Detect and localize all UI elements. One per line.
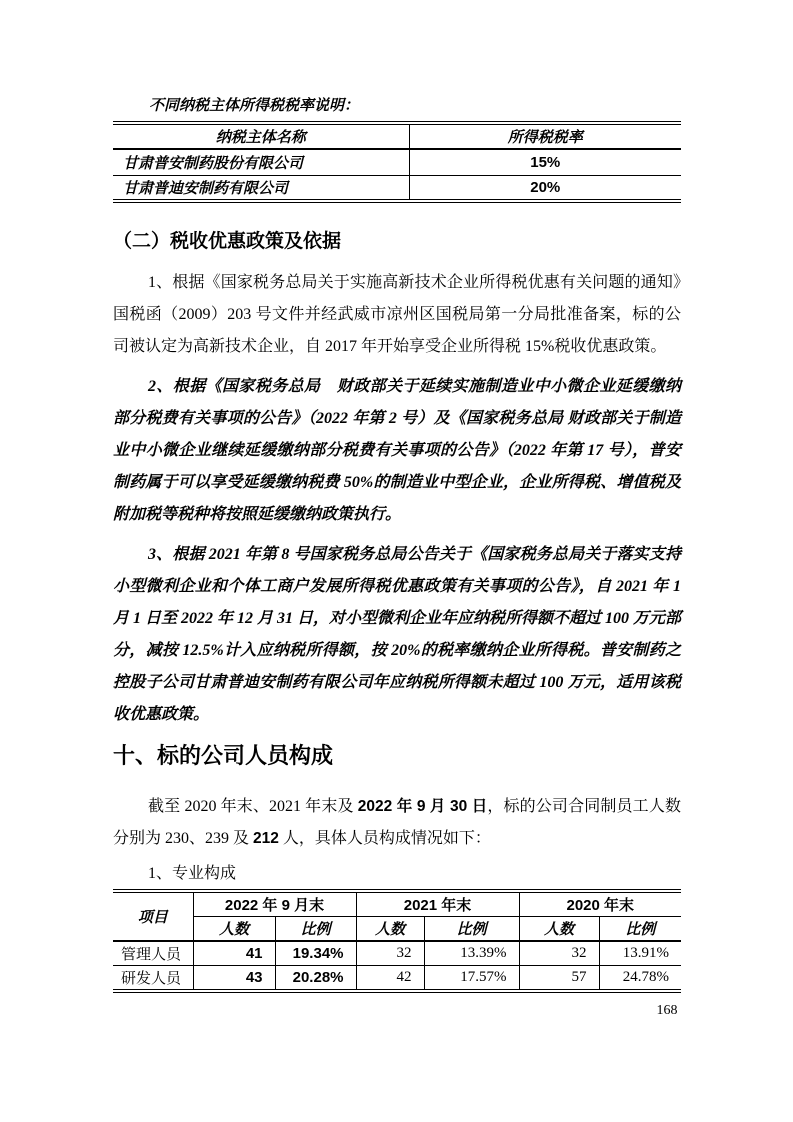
staff-row-label: 管理人员 <box>113 941 193 966</box>
tax-entity-name: 甘肃普迪安制药有限公司 <box>113 175 409 201</box>
subheader-count: 人数 <box>193 917 275 942</box>
staff-cell: 13.91% <box>599 941 681 966</box>
tax-table-header-entity: 纳税主体名称 <box>113 123 409 149</box>
sub-heading-profession: 1、专业构成 <box>148 864 237 882</box>
section-heading-staff: 十、标的公司人员构成 <box>113 742 334 768</box>
tax-table-header-row <box>113 123 681 149</box>
staff-intro-count-bold: 212 <box>253 829 279 847</box>
tax-entity-name: 甘肃普安制药股份有限公司 <box>113 149 409 175</box>
paragraph-tax-policy-3: 3、根据 2021 年第 8 号国家税务总局公告关于《国家税务总局关于落实支持小型微利企业和个体工商户发展所得税优惠政策有关事项的公告》，自 2021 年 1 月 1 日至 2022 年 12 月 31 日，对小型微利企业年应纳税所得额不超过 100 万元部分，减按 12.5%计入应纳税所得额，按 20%的税率缴纳企业所得税。普安制药之控股子公司甘肃普迪安制药有限公司年应纳税所得额未超过 100 万元，适用该税收优惠政策。 <box>113 545 682 723</box>
staff-table-period-row <box>113 891 681 917</box>
staff-intro-text: 截至 2020 年末、2021 年末及 <box>148 797 358 815</box>
subheader-count: 人数 <box>356 917 424 942</box>
staff-row-label: 研发人员 <box>113 966 193 992</box>
tax-rate-note-heading: 不同纳税主体所得税税率说明： <box>149 98 360 114</box>
table-row <box>113 941 681 966</box>
subheader-ratio: 比例 <box>599 917 681 942</box>
staff-intro-date-bold: 2022 年 9 月 30 日 <box>357 797 488 815</box>
staff-table-period-2020: 2020 年末 <box>519 891 681 917</box>
staff-cell: 57 <box>519 966 599 992</box>
table-row <box>113 175 681 201</box>
subheader-ratio: 比例 <box>424 917 519 942</box>
staff-cell: 13.39% <box>424 941 519 966</box>
paragraph-staff-intro <box>113 791 681 855</box>
tax-rate-value: 15% <box>409 149 681 175</box>
staff-table-subheader-row <box>113 917 681 942</box>
staff-table-period-2021: 2021 年末 <box>356 891 519 917</box>
staff-intro-text: 人，具体人员构成情况如下： <box>278 829 491 847</box>
staff-cell: 42 <box>356 966 424 992</box>
subheader-ratio: 比例 <box>275 917 356 942</box>
page-content <box>113 0 681 993</box>
staff-cell: 20.28% <box>275 966 356 992</box>
tax-table-header-rate: 所得税税率 <box>409 123 681 149</box>
table-row <box>113 149 681 175</box>
subheader-count: 人数 <box>519 917 599 942</box>
tax-rate-value: 20% <box>530 178 561 196</box>
paragraph-tax-policy-2: 2、根据《国家税务总局 财政部关于延续实施制造业中小微企业延缓缴纳部分税费有关事项的公告》（2022 年第 2 号）及《国家税务总局 财政部关于制造业中小微企业继续延缓缴纳部分税费有关事项的公告》（2022 年第 17 号），普安制药属于可以享受延缓缴纳税费 50%的制造业中型企业，企业所得税、增值税及附加税等税种将按照延缓缴纳政策执行。 <box>113 377 681 523</box>
table-row <box>113 966 681 992</box>
staff-table-item-header: 项目 <box>113 891 193 942</box>
staff-cell: 32 <box>356 941 424 966</box>
tax-rate-table <box>113 121 681 203</box>
staff-cell: 17.57% <box>424 966 519 992</box>
staff-cell: 19.34% <box>275 941 356 966</box>
section-heading-tax-policy: （二）税收优惠政策及依据 <box>113 230 342 252</box>
staff-cell: 24.78% <box>622 969 670 985</box>
staff-cell: 43 <box>193 966 275 992</box>
paragraph-tax-policy-1: 1、根据《国家税务总局关于实施高新技术企业所得税优惠有关问题的通知》国税函（2009）203 号文件并经武威市凉州区国税局第一分局批准备案，标的公司被认定为高新技术企业，自 2017 年开始享受企业所得税 15%税收优惠政策。 <box>113 273 681 355</box>
staff-table-period-2022: 2022 年 9 月末 <box>193 891 356 917</box>
staff-intro-text: ，标的公司合同制员工人数分别为 230、239 及 <box>113 797 681 847</box>
staff-cell: 41 <box>193 941 275 966</box>
staff-cell: 32 <box>519 941 599 966</box>
staff-composition-table <box>113 889 681 994</box>
page-number: 168 <box>656 1003 678 1018</box>
